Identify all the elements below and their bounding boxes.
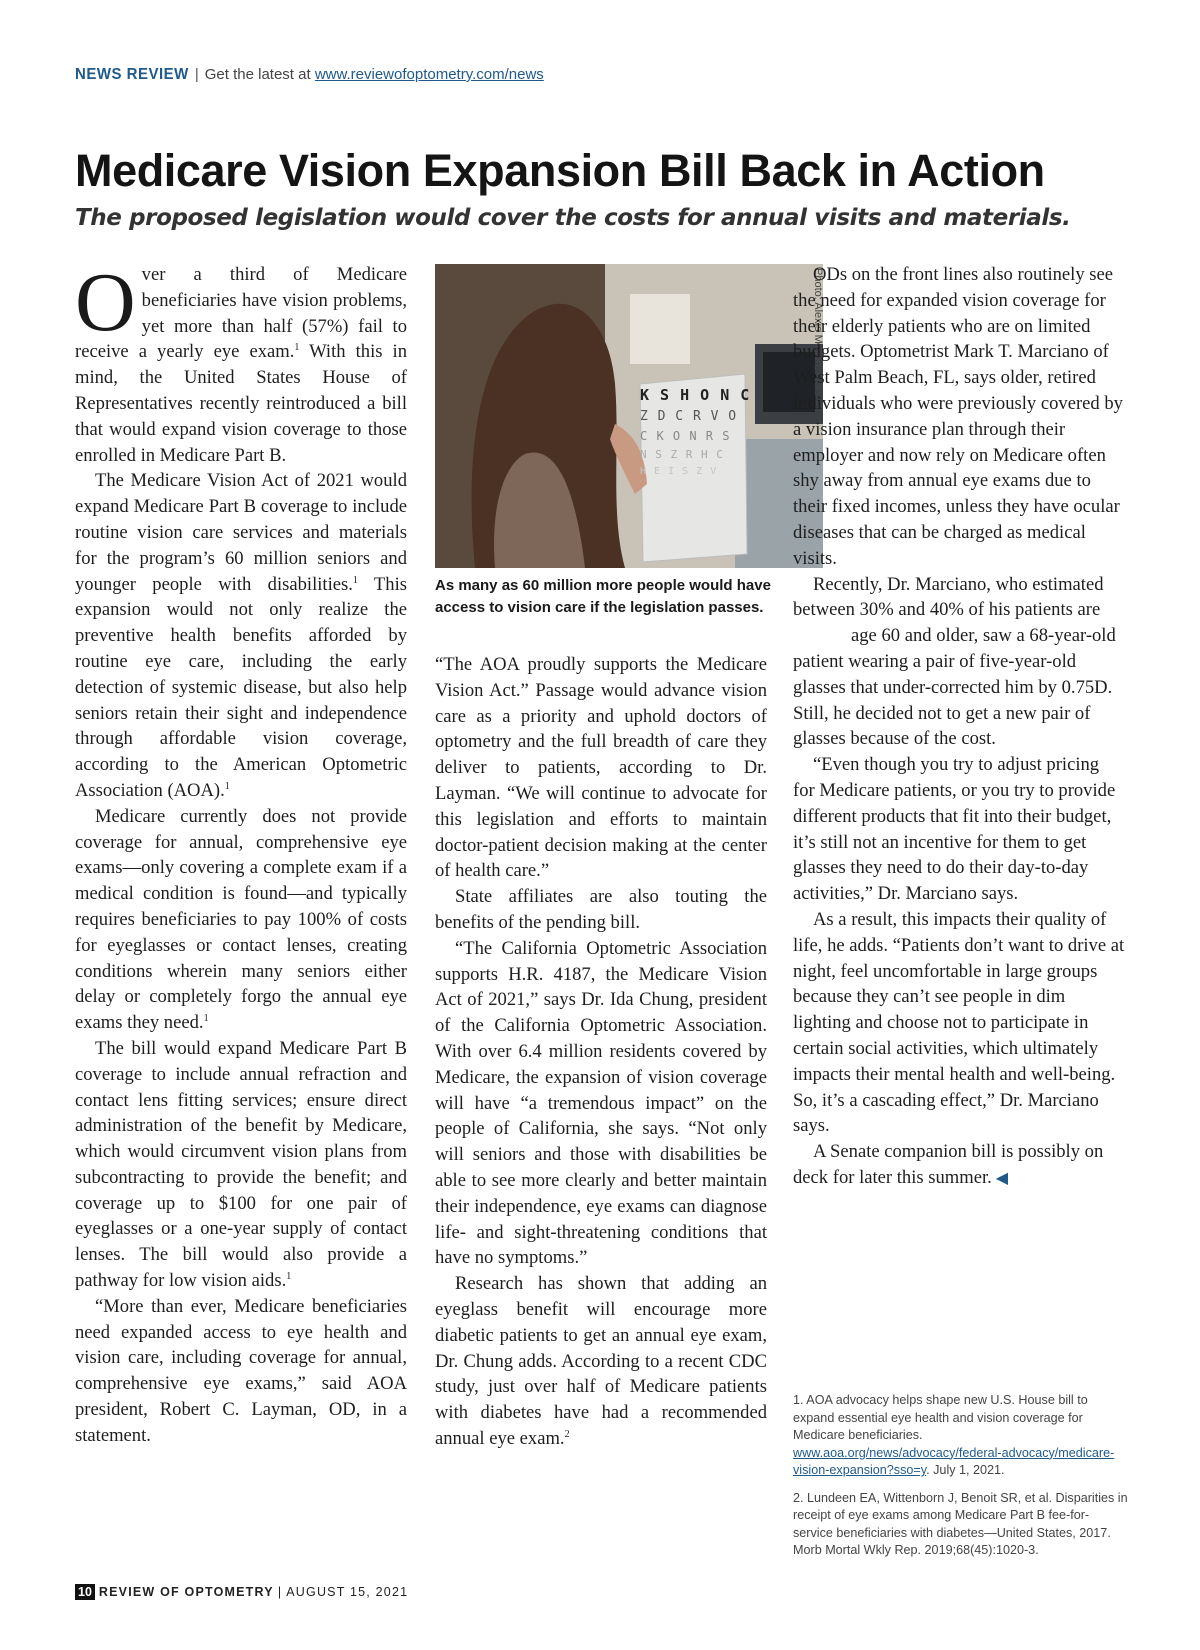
citation-mark: 1	[224, 780, 230, 792]
body-paragraph: “The AOA proudly supports the Medicare Vision Act.” Passage would advance vision care as a priority and uphold doctors of optometry and the full breadth of care they deliver to patients, according to Dr. Layman. “We will continue to advocate for this legislation and efforts to maintain doctor-patient decision making at the center of health care.”	[435, 654, 767, 882]
paragraph-text: The Medicare Vision Act of 2021 would expand Medicare Part B coverage to include routine vision care services and materials for the program’s 60 million seniors and younger people with disabilities.	[75, 470, 407, 595]
paragraph-text: This expansion would not only realize the preventive health benefits afforded by routine eye care, including the early detection of systemic disease, but also help seniors retain their sight and independence through affordable vision coverage, according to the American Optometric Association (AOA).	[75, 573, 407, 801]
article-deck: The proposed legislation would cover the costs for annual visits and materials.	[75, 205, 1071, 231]
footer-separator: |	[277, 1585, 283, 1599]
end-mark-icon: ◀	[995, 1169, 1009, 1187]
references	[793, 1392, 1128, 1570]
body-paragraph: As a result, this impacts their quality of life, he adds. “Patients don’t want to drive at night, feel uncomfortable in large groups because they can’t see people in dim lighting and choose not to participate in certain social activities, which ultimately impacts their mental health and well-being. So, it’s a cascading effect,” Dr. Marciano says.	[793, 908, 1125, 1137]
photo-credit: Photo: Alexis Malkin, OD	[812, 268, 824, 390]
magazine-name: REVIEW OF OPTOMETRY	[98, 1585, 274, 1599]
paragraph-text: With this in mind, the United States House of Representatives recently reintroduced a bill that would expand vision coverage to those enrolled in Medicare Part B.	[75, 341, 408, 466]
citation-mark: 1	[294, 342, 300, 354]
reference-item: 2. Lundeen EA, Wittenborn J, Benoit SR, et al. Disparities in receipt of eye exams among Medicare Part B fee-for-service beneficiaries with diabetes—United States, 2017. Morb Mortal Wkly Rep. 2019;68(45):1020-3.	[793, 1490, 1128, 1557]
reference-text: 1. AOA advocacy helps shape new U.S. House bill to expand essential eye health and vision coverage for Medicare beneficiaries.	[793, 1393, 1088, 1442]
paragraph-text: The bill would expand Medicare Part B coverage to include annual refraction and contact lens fitting services; ensure direct administration of the benefit by Medicare, which would circumvent vision plans from subcontracting to provide the benefit; and coverage up to $100 for one pair of eyeglasses or a one-year supply of contact lenses. The bill would also provide a pathway for low vision aids.	[75, 1037, 407, 1292]
eye-chart-row: N S Z R H C	[640, 448, 724, 461]
body-paragraph: “The California Optometric Association supports H.R. 4187, the Medicare Vision Act of 2021,” says Dr. Ida Chung, president of the California Optometric Association. With over 6.4 million residents covered by Medicare, the expansion of vision coverage will have “a tremendous impact” on the people of California, she says. “Not only will seniors and those with disabilities be able to see more clearly and better maintain their independence, eye exams can diagnose life- and sight-threatening conditions that have no symptoms.”	[435, 937, 767, 1269]
news-review-kicker	[75, 66, 544, 83]
article-title: Medicare Vision Expansion Bill Back in Action	[75, 145, 1045, 196]
body-paragraph: ODs on the front lines also routinely see the need for expanded vision coverage for their elderly patients who are on limited budgets. Optometrist Mark T. Marciano of West Palm Beach, FL, says older, retired individuals who were previously covered by a vision insurance plan through their employer and now rely on Medicare often shy away from annual eye exams due to their fixed incomes, unless they have ocular diseases that can be charged as medical visits.	[793, 264, 1123, 569]
article-photo	[435, 264, 823, 568]
body-column-3	[793, 262, 1125, 1192]
citation-mark: 1	[286, 1270, 292, 1282]
section-label: NEWS REVIEW	[75, 65, 189, 84]
drop-cap: O	[75, 256, 136, 349]
body-paragraph: State affiliates are also touting the benefits of the pending bill.	[435, 886, 767, 933]
news-link[interactable]: www.reviewofoptometry.com/news	[314, 66, 544, 83]
eye-chart-photo-illustration	[435, 264, 823, 568]
body-paragraph	[75, 804, 407, 1036]
eye-chart-row: Z D C R V O	[640, 409, 738, 424]
citation-mark: 1	[203, 1012, 209, 1024]
reference-item	[793, 1392, 1128, 1480]
body-paragraph	[793, 1139, 1125, 1192]
page-footer	[75, 1584, 408, 1600]
kicker-tagline: Get the latest at	[204, 66, 311, 83]
body-paragraph: “Even though you try to adjust pricing for Medicare patients, or you try to provide different products that fit into their budget, it’s still not an incentive for them to get glasses they need to do their day-to-day activities,” Dr. Marciano says.	[793, 754, 1116, 905]
paragraph-text: Medicare currently does not provide coverage for annual, comprehensive eye exams—only covering a complete exam if a medical condition is found—and typically requires beneficiaries to pay 100% of costs for eyeglasses or contact lenses, creating conditions wherein many seniors either delay or completely forgo the annual eye exams they need.	[75, 805, 407, 1034]
citation-mark: 2	[564, 1428, 570, 1440]
body-paragraph	[435, 1271, 767, 1452]
paragraph-text: ver a third of Medicare beneficiaries have vision problems, yet more than half (57%) fail to receive a yearly eye exam.	[75, 264, 407, 363]
reference-text: . July 1, 2021.	[926, 1463, 1005, 1477]
citation-mark: 1	[352, 574, 358, 586]
paragraph-text: Research has shown that adding an eyeglass benefit will encourage more diabetic patients to get an annual eye exam, Dr. Chung adds. According to a recent CDC study, just over half of Medicare patients with diabetes have had a recommended annual eye exam.	[435, 1273, 767, 1449]
paragraph-text: A Senate companion bill is possibly on deck for later this summer.	[793, 1141, 1104, 1188]
body-paragraph	[75, 1036, 407, 1294]
issue-date: AUGUST 15, 2021	[286, 1585, 409, 1599]
eye-chart-row: K S H O N C	[640, 386, 750, 404]
page-number: 10	[75, 1584, 95, 1600]
body-paragraph: “More than ever, Medicare beneficiaries need expanded access to eye health and vision care, including coverage for annual, comprehensive eye exams,” said AOA president, Robert C. Layman, OD, in a statement.	[75, 1295, 407, 1446]
body-paragraph: Recently, Dr. Marciano, who estimated between 30% and 40% of his patients are age 60 and older, saw a 68-year-old patient wearing a pair of five-year-old glasses that under-corrected him by 0.75D. Still, he decided not to get a new pair of glasses because of the cost.	[793, 573, 1116, 750]
body-column-1	[75, 256, 408, 1449]
eye-chart-letters	[640, 370, 750, 520]
body-paragraph	[75, 468, 407, 803]
reference-link[interactable]: www.aoa.org/news/advocacy/federal-advocacy/medicare-vision-expansion?sso=y	[793, 1445, 1115, 1477]
body-paragraph	[75, 256, 408, 468]
eye-chart-row: H E I S Z V	[640, 466, 718, 477]
eye-chart-row: C K O N R S	[640, 429, 731, 443]
body-column-2	[435, 652, 767, 1452]
kicker-separator: |	[194, 66, 199, 83]
photo-caption: As many as 60 million more people would have access to vision care if the legislation passes.	[435, 577, 771, 616]
